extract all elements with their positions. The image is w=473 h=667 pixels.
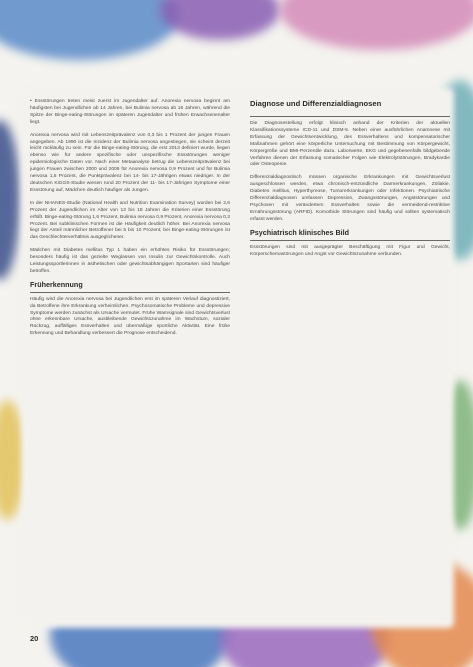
column-heading: Diagnose und Differenzialdiagnosen	[250, 99, 382, 108]
paragraph: Die Diagnosestellung erfolgt klinisch anhand der Kriterien der aktuellen Klassifikationssysteme ICD-11 und DSM-5. Neben einer ausführlichen Anamnese mit Erfassung der Gewichtsentwicklung, des Essverhaltens und kompensatorischer Maßnahmen gehört eine körperliche Untersuchung mit Bestimmung von Körpergewicht, Körpergröße und BMI-Perzentile dazu. Laborwerte, EKG und gegebenenfalls bildgebende Verfahren dienen der Erfassung somatischer Folgen wie Elektrolytstörungen, Bradykardie oder Osteopenie.	[250, 121, 450, 168]
paragraph: Häufig wird die Anorexia nervosa bei Jugendlichen erst im späteren Verlauf diagnostiziert, da Betroffene ihre Erkrankung verheimlichen. Psychosomatische Probleme und depressive Symptome werden zunächst als Ursache vermutet. Frühe Warnsignale sind Gewichtsverlust ohne erkennbare Ursache, ausbleibende Gewichtszunahme im Wachstum, sozialer Rückzug, auffälliges Essverhalten und übermäßige sportliche Aktivität. Eine frühe Erkennung und Behandlung verbessert die Prognose entscheidend.	[30, 296, 230, 337]
section-rule	[30, 292, 230, 293]
section-heading: Früherkennung	[30, 279, 83, 289]
paragraph: Anorexia nervosa wird mit Lebenszeitprävalenz von 0,3 bis 1 Prozent der jungen Frauen angegeben. Ab 1990 ist die Inzidenz der Bulimia nervosa angestiegen, sie scheint derzeit leicht rückläufig zu sein. Für die Binge-eating-Störung, die erst 2013 definiert wurde, liegen ebenso wie für andere spezifische oder unspezifische Essstörungen weniger epidemiologische Daten vor. Nach einer Metaanalyse betrug die Lebenszeitprävalenz bei jungen Frauen zwischen 2000 und 2006 für Anorexia nervosa 0,9 Prozent und für Bulimia nervosa 1,5 Prozent, die Punktprävalenz bei 14- bis 17-Jährigen etwas niedriger. In der deutschen KiGGS-Studie wiesen rund 20 Prozent der 11- bis 17-Jährigen Symptome einer Essstörung auf, Mädchen deutlich häufiger als Jungen.	[30, 132, 230, 193]
paint-splash-purple	[160, 0, 280, 40]
paragraph: In der NHANES-Studie (National Health and Nutrition Examination Survey) wurden bei 2,6 Prozent der Jugendlichen im Alter von 13 bis 18 Jahren die Kriterien einer Essstörung erfüllt. Binge-eating-Störung 1,6 Prozent, Bulimia nervosa 0,9 Prozent, Anorexia nervosa 0,3 Prozent. Bei subklinischen Formen ist die Häufigkeit deutlich höher. Bei Anorexia nervosa liegt der Anteil männlicher Betroffener bei 5 bis 10 Prozent; bei Binge-eating-Störungen ist das Geschlechterverhältnis ausgeglichener.	[30, 200, 230, 241]
paragraph: Differenzialdiagnostisch müssen organische Erkrankungen mit Gewichtsverlust ausgeschlossen werden, etwa chronisch-entzündliche Darmerkrankungen, Zöliakie, Diabetes mellitus, Hyperthyreose, Tumorerkrankungen oder Infektionen. Psychiatrische Differenzialdiagnosen umfassen Depression, Zwangsstörungen, Angststörungen und Psychosen mit verändertem Essverhalten sowie die vermeidend-restriktive Ernährungsstörung (ARFID). Komorbide Störungen sind häufig und sollten systematisch erfasst werden.	[250, 175, 450, 222]
paragraph: • Essstörungen treten meist zuerst im Jugendalter auf. Anorexia nervosa beginnt am häufigsten bei Jugendlichen ab 14 Jahren, bei Bulimia nervosa ab 16 Jahren, während die Spitze der Binge-eating-Störungen im späteren Jugendalter und frühen Erwachsenenalter liegt.	[30, 99, 230, 125]
right-column	[250, 116, 450, 264]
section-rule	[250, 240, 450, 241]
paragraph: Mädchen mit Diabetes mellitus Typ 1 haben ein erhöhtes Risiko für Essstörungen; besonders häufig ist das gezielte Weglassen von Insulin zur Gewichtskontrolle. Auch Leistungssportlerinnen in ästhetischen oder gewichtsabhängigen Sportarten sind häufiger betroffen.	[30, 248, 230, 274]
section-rule	[250, 116, 450, 117]
paint-splash-pink	[280, 0, 473, 50]
paragraph: Essstörungen sind mit ausgeprägter Beschäftigung mit Figur und Gewicht, Körperschemastörungen und Angst vor Gewichtszunahme verbunden.	[250, 244, 450, 257]
page-number: 20	[30, 634, 39, 643]
paint-splash-navy	[0, 120, 20, 280]
section-heading: Psychiatrisch klinisches Bild	[250, 227, 350, 237]
paint-splash-blue	[0, 0, 180, 60]
left-column	[30, 99, 230, 344]
